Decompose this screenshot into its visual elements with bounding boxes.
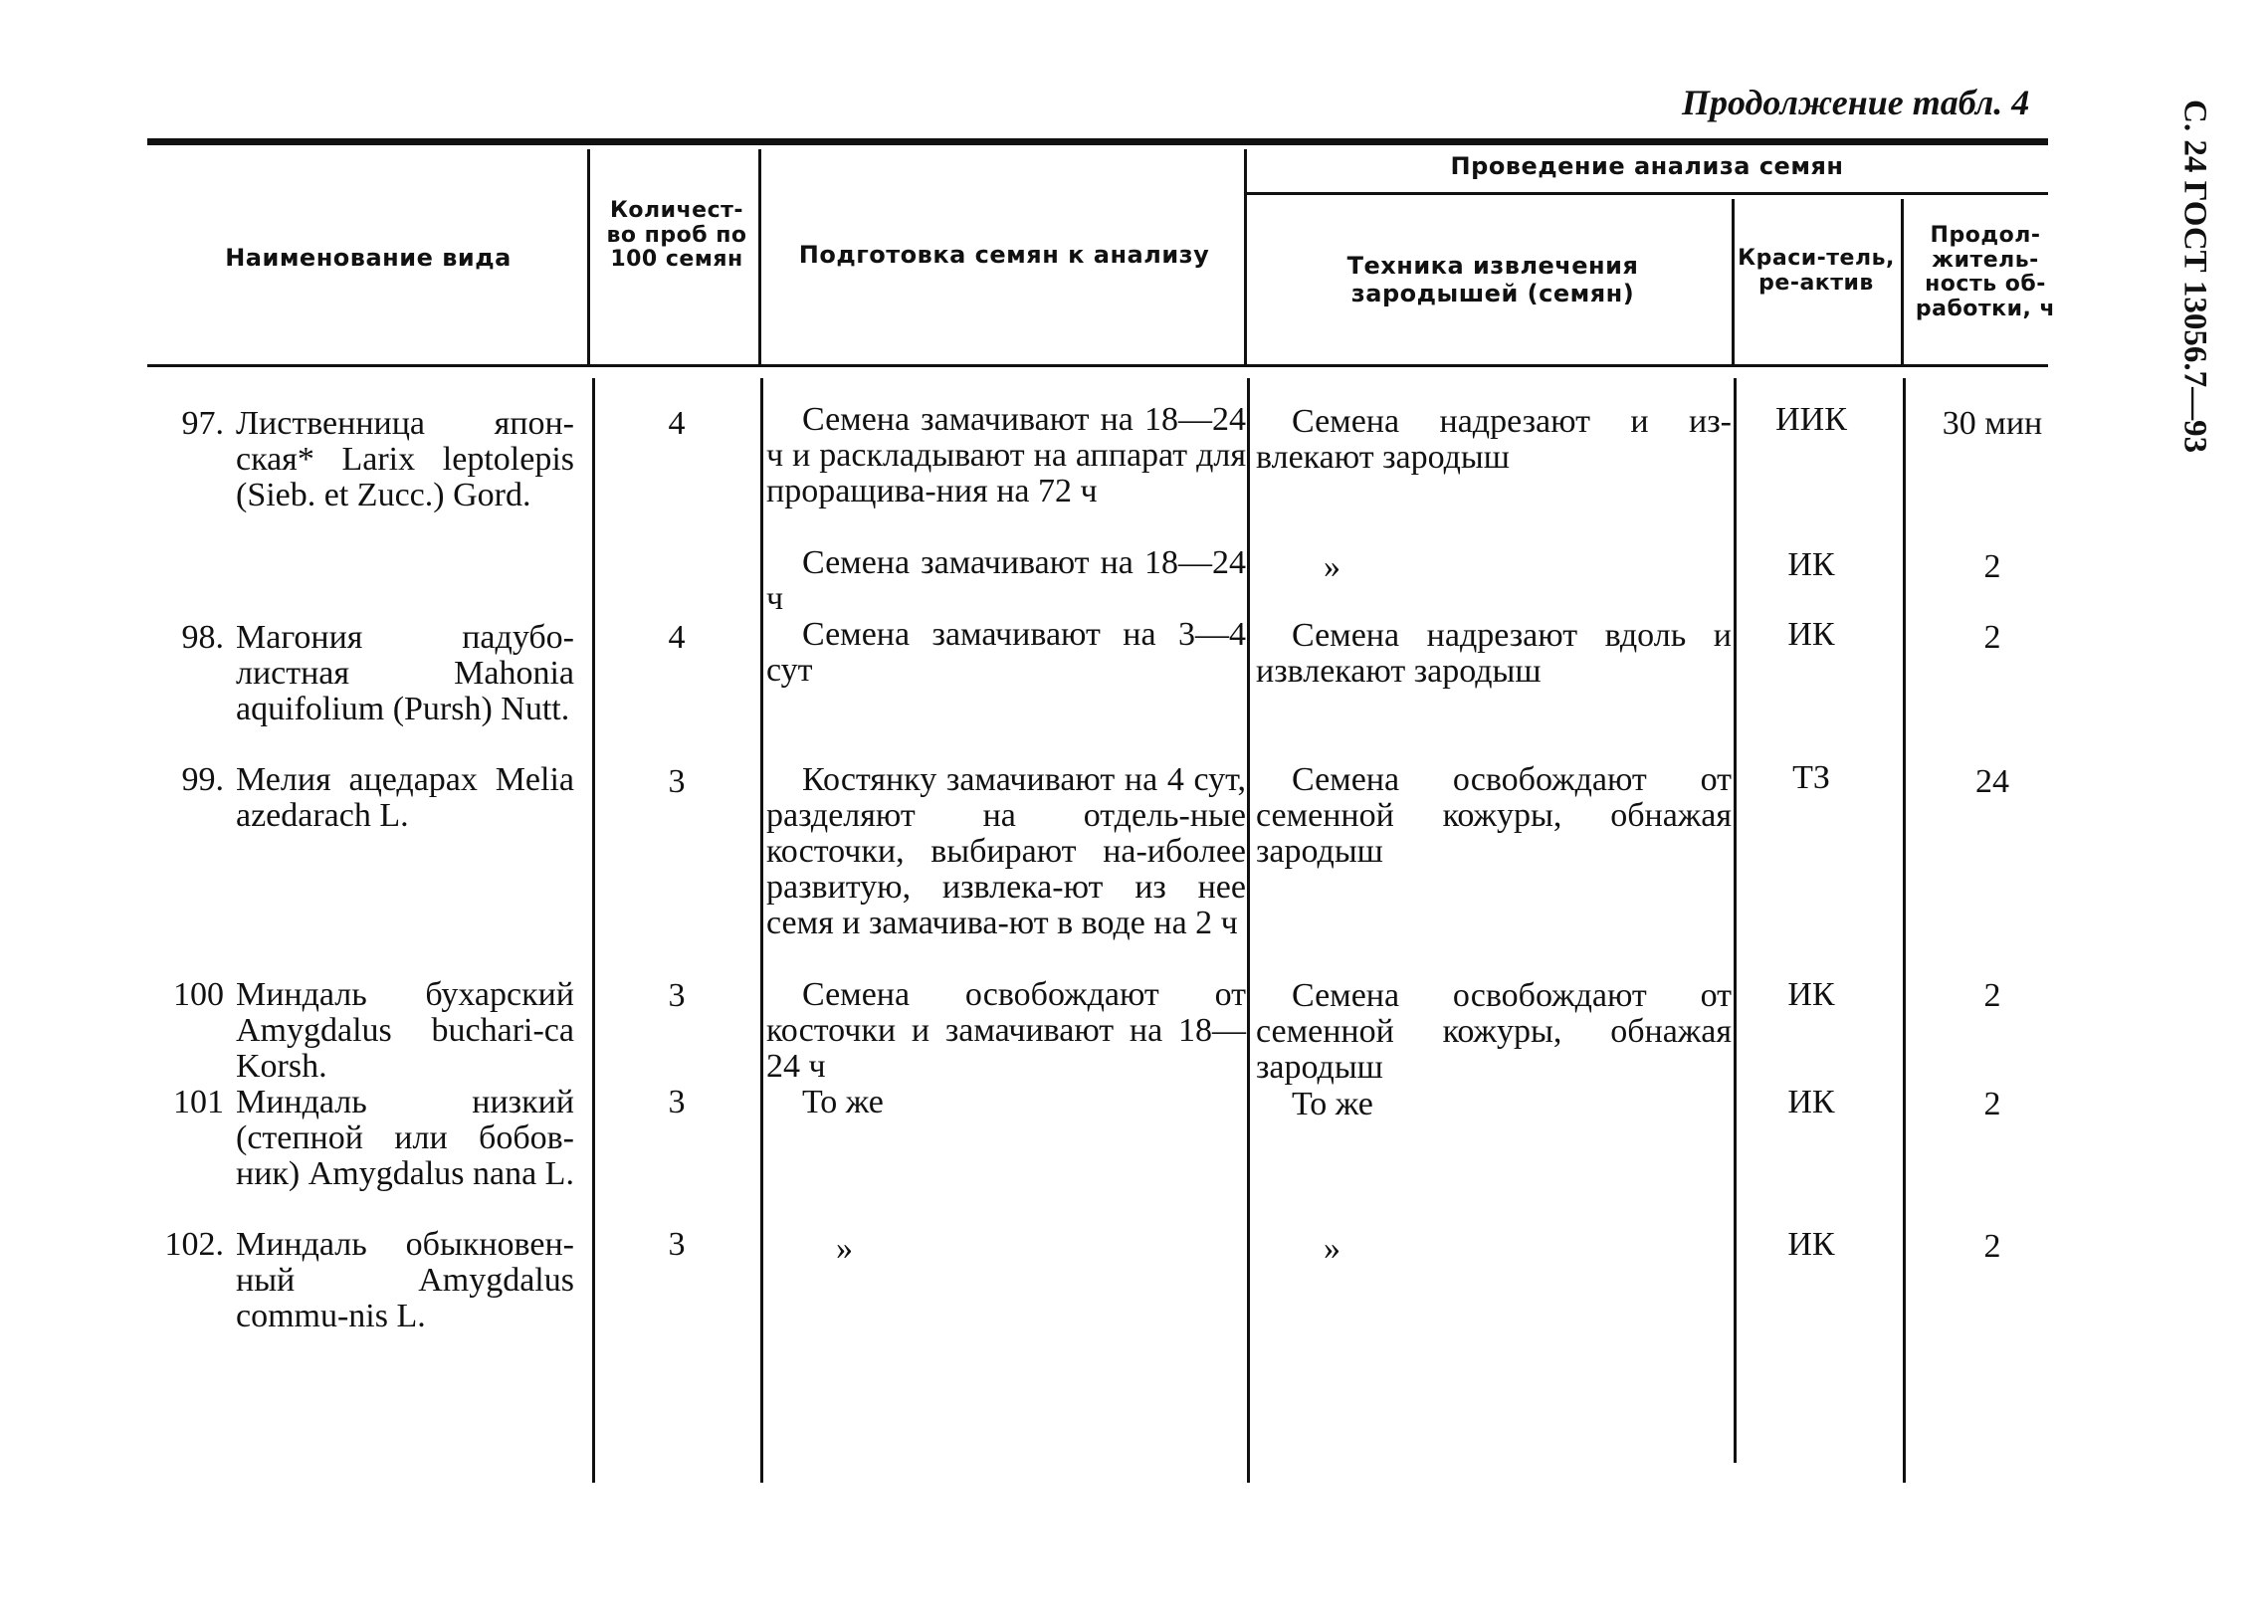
header-bottom-rule bbox=[147, 364, 2048, 367]
column-divider-1-body bbox=[592, 378, 595, 1483]
header-name: Наименование вида bbox=[225, 244, 512, 272]
table-top-rule bbox=[147, 138, 2048, 145]
column-divider-2-body bbox=[760, 378, 763, 1483]
column-divider-4-body bbox=[1734, 378, 1737, 1463]
seed-preparation: Костянку замачивают на 4 сут, разделяют на отдель-ные косточки, выбирают на-иболее развитую, извлека-ют из нее семя и замачива-ют в воде на 2 ч bbox=[766, 761, 1246, 941]
dye-reagent: ИИК bbox=[1775, 401, 1847, 438]
extraction-technique: Семена надрезают вдоль и извлекают зародыш bbox=[1256, 617, 1732, 690]
column-divider-1 bbox=[587, 149, 590, 364]
sample-count: 4 bbox=[668, 619, 686, 656]
row-number: 101 bbox=[173, 1084, 224, 1120]
sample-count: 3 bbox=[668, 977, 686, 1014]
dye-reagent: ИК bbox=[1787, 616, 1835, 653]
sample-count: 3 bbox=[668, 1226, 686, 1263]
species-name: Миндаль низкий (степной или бобов-ник) Amygdalus nana L. bbox=[236, 1084, 574, 1192]
column-divider-5-body bbox=[1903, 378, 1906, 1483]
treatment-duration: 24 bbox=[1975, 763, 2009, 800]
treatment-duration: 2 bbox=[1983, 619, 2001, 656]
column-divider-4 bbox=[1732, 199, 1735, 364]
row-number: 97. bbox=[181, 405, 224, 442]
extraction-technique: Семена освобождают от семенной кожуры, обнажая зародыш bbox=[1256, 761, 1732, 870]
species-name: Мелия ацедарах Melia azedarach L. bbox=[236, 761, 574, 834]
row-number: 102. bbox=[164, 1226, 224, 1263]
treatment-duration: 2 bbox=[1983, 548, 2001, 585]
treatment-duration: 30 мин bbox=[1942, 405, 2043, 442]
treatment-duration: 2 bbox=[1983, 1228, 2001, 1265]
seed-preparation: Семена замачивают на 3—4 сут bbox=[766, 616, 1246, 689]
column-divider-3-body bbox=[1247, 378, 1250, 1483]
sample-count: 3 bbox=[668, 1084, 686, 1120]
column-divider-2 bbox=[758, 149, 761, 364]
extraction-technique: » bbox=[1324, 1230, 1340, 1267]
extraction-technique: То же bbox=[1292, 1086, 1373, 1122]
treatment-duration: 2 bbox=[1983, 1086, 2001, 1122]
header-dye: Краси-тель, ре-актив bbox=[1738, 246, 1895, 296]
sample-count: 4 bbox=[668, 405, 686, 442]
dye-reagent: ИК bbox=[1787, 1084, 1835, 1120]
extraction-technique: Семена освобождают от семенной кожуры, обнажая зародыш bbox=[1256, 977, 1732, 1086]
species-name: Миндаль бухарский Amygdalus buchari-ca Korsh. bbox=[236, 976, 574, 1085]
header-dur: Продол-житель-ность об-работки, ч bbox=[1915, 223, 2056, 321]
dye-reagent: ТЗ bbox=[1792, 759, 1830, 796]
row-number: 98. bbox=[181, 619, 224, 656]
seed-preparation: Семена освобождают от косточки и замачивают на 18—24 ч bbox=[766, 976, 1246, 1085]
column-divider-5 bbox=[1901, 199, 1904, 364]
row-number: 100 bbox=[173, 976, 224, 1013]
table-caption: Продолжение табл. 4 bbox=[1682, 83, 2030, 122]
extraction-technique: Семена надрезают и из-влекают зародыш bbox=[1256, 403, 1732, 476]
dye-reagent: ИК bbox=[1787, 1226, 1835, 1263]
sample-count: 3 bbox=[668, 763, 686, 800]
treatment-duration: 2 bbox=[1983, 977, 2001, 1014]
header-group: Проведение анализа семян bbox=[1450, 152, 1844, 180]
header-tech: Техника извлечения зародышей (семян) bbox=[1346, 252, 1639, 308]
document-code: С. 24 ГОСТ 13056.7—93 bbox=[2176, 100, 2213, 454]
seed-preparation: Семена замачивают на 18—24 ч и раскладывают на аппарат для проращива-ния на 72 ч bbox=[766, 401, 1246, 509]
extraction-technique: » bbox=[1324, 548, 1340, 585]
row-number: 99. bbox=[181, 761, 224, 798]
header-prep: Подготовка семян к анализу bbox=[798, 241, 1210, 269]
seed-preparation: » bbox=[836, 1230, 853, 1267]
species-name: Лиственница япон-ская* Larix leptolepis (Sieb. et Zucc.) Gord. bbox=[236, 405, 574, 513]
dye-reagent: ИК bbox=[1787, 546, 1835, 583]
column-divider-3 bbox=[1244, 149, 1247, 364]
group-header-rule bbox=[1244, 192, 2048, 195]
header-qty: Количест-во проб по 100 семян bbox=[606, 198, 747, 273]
species-name: Магония падубо-листная Mahonia aquifolium (Pursh) Nutt. bbox=[236, 619, 574, 727]
species-name: Миндаль обыкновен-ный Amygdalus commu-nis L. bbox=[236, 1226, 574, 1334]
seed-preparation: То же bbox=[802, 1084, 884, 1120]
dye-reagent: ИК bbox=[1787, 976, 1835, 1013]
seed-preparation: Семена замачивают на 18—24 ч bbox=[766, 544, 1246, 617]
